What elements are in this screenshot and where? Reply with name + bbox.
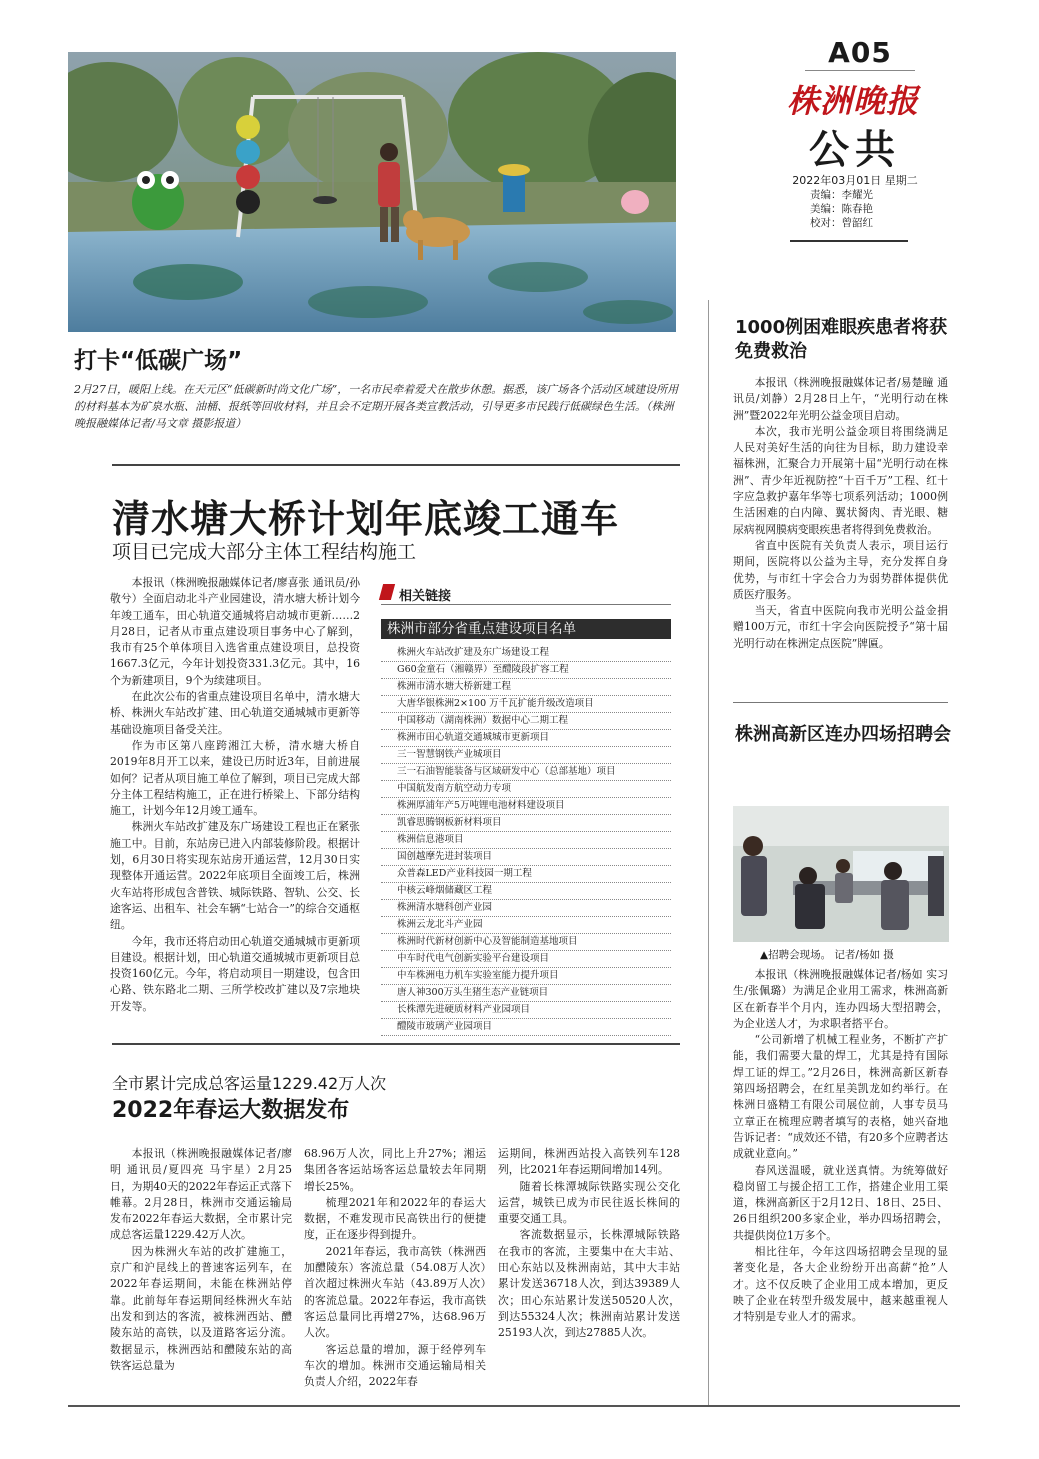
list-item: 国创越摩先进封装项目 — [381, 849, 671, 866]
paragraph: 本报讯（株洲晚报融媒体记者/廖明 通讯员/夏四亮 马宇星）2月25日，为期40天的2022年春运正式落下帷幕。2月28日，株洲市交通运输局发布2022年春运大数据，全市累计完成总客运量1229.42万人次。 — [110, 1147, 292, 1242]
paragraph: 客流数据显示，长株潭城际铁路在我市的客流，主要集中在大丰站、田心东站以及株洲南站，其中大丰站累计发送36718人次，到达39389人次；田心东站累计发送50520人次，到达55324人次；株洲南站累计发送25193人次，到达27885人次。 — [498, 1228, 680, 1340]
list-item: 中核云峰烟储藏区工程 — [381, 883, 671, 900]
paragraph: 本报讯（株洲晚报融媒体记者/易楚瞳 通讯员/刘静）2月28日上午，“光明行动在株洲”暨2022年光明公益金项目启动。 — [733, 376, 948, 422]
right-column-divider — [733, 702, 948, 703]
list-item: 中车株洲电力机车实验室能力提升项目 — [381, 968, 671, 985]
eye-story-headline: 1000例困难眼疾患者将获免费救治 — [735, 317, 948, 362]
list-item: 众普森LED产业科技园一期工程 — [381, 866, 671, 883]
list-item: 中国移动（湖南株洲）数据中心二期工程 — [381, 713, 671, 730]
list-item: 株洲市清水塘大桥新建工程 — [381, 679, 671, 696]
column-divider — [708, 300, 709, 1405]
photo-story-title: 打卡“低碳广场” — [74, 348, 243, 374]
list-item: G60金童石（湘赣界）至醴陵段扩容工程 — [381, 662, 671, 679]
list-item: 凯睿思腾钢板新材料项目 — [381, 815, 671, 832]
spring-story-column-1 — [110, 1146, 292, 1374]
job-fair-photo-caption: ▲招聘会现场。 记者/杨如 摄 — [760, 949, 894, 961]
paragraph: 本报讯（株洲晚报融媒体记者/廖喜张 通讯员/孙敬兮）全面启动北斗产业园建设，清水塘大桥计划今年竣工通车，田心轨道交通城将启动城市更新……2月28日，记者从市重点建设项目事务中心了解到，我市有25个单体项目入选省重点建设项目，总投资1667.3亿元，今年计划投资331.3亿元。其中，16个为新建项目，9个为续建项目。 — [110, 576, 360, 687]
list-item: 株洲清水塘科创产业园 — [381, 900, 671, 917]
section-divider — [112, 1043, 680, 1045]
main-subhead: 项目已完成大部分主体工程结构施工 — [112, 541, 417, 563]
designer-credit: 美编：陈春艳 — [810, 203, 873, 215]
paragraph: 作为市区第八座跨湘江大桥，清水塘大桥自2019年8月开工以来，建设已历时近3年，目前进展如何？记者从项目施工单位了解到，项目已完成大部分主体工程结构施工，正在进行桥梁上、下部分结构施工，计划今年12月竣工通车。 — [110, 738, 360, 818]
eye-story-body — [733, 375, 948, 652]
paragraph: 梳理2021年和2022年的春运大数据，不难发现市民高铁出行的便捷度，正在逐步得到提升。 — [304, 1195, 486, 1242]
paragraph: 随着长株潭城际铁路实现公交化运营，城铁已成为市民往返长株间的重要交通工具。 — [498, 1179, 680, 1226]
list-item: 株洲厚浦年产5万吨锂电池材料建设项目 — [381, 798, 671, 815]
list-item: 大唐华银株洲2×100 万千瓦扩能升级改造项目 — [381, 696, 671, 713]
paragraph: 今年，我市还将启动田心轨道交通城城市更新项目建设。根据计划，田心轨道交通城城市更新项目总投资160亿元。今年，将启动项目一期建设，包含田心路、铁东路北二期、三所学校改扩建以及7宗地块开发等。 — [110, 934, 360, 1013]
related-list-title: 株洲市部分省重点建设项目名单 — [381, 619, 671, 639]
paragraph: 当天，省直中医院向我市光明公益金捐赠100万元，市红十字会向医院授予“第十届光明行动在株洲定点医院”牌匾。 — [733, 604, 948, 650]
photo-story-caption: 2月27日，暖阳上线。在天元区“低碳新时尚文化广场”，一名市民牵着爱犬在散步休憩。据悉，该广场各个活动区域建设所用的材料基本为矿泉水瓶、油桶、报纸等回收材料，并且会不定期开展各类宣教活动，引导更多市民践行低碳绿色生活。（株洲晚报融媒体记者/马文章 摄影报道） — [74, 383, 679, 430]
paragraph: 运期间，株洲西站投入高铁列车128列，比2021年春运期间增加14列。 — [498, 1147, 680, 1177]
paper-name-logo: 株洲晚报 — [786, 82, 919, 120]
job-fair-photo — [733, 806, 949, 942]
paragraph: 68.96万人次，同比上升27%；湘运集团各客运站场客运总量较去年同期增长25%。 — [304, 1147, 486, 1193]
related-project-list — [381, 645, 671, 1036]
plaza-photo — [68, 52, 676, 332]
paragraph: 本报讯（株洲晚报融媒体记者/杨如 实习生/张佩璐）为满足企业用工需求，株洲高新区在新春半个月内，连办四场大型招聘会，为企业送人才，为求职者搭平台。 — [733, 968, 948, 1030]
spring-story-headline: 2022年春运大数据发布 — [112, 1098, 350, 1123]
paragraph: 省直中医院有关负责人表示，项目运行期间，医院将以公益为主导，充分发挥自身优势，与市红十字会合力为弱势群体提供优质医疗服务。 — [733, 538, 948, 601]
paragraph: “公司新增了机械工程业务，不断扩产扩能，我们需要大量的焊工，尤其是持有国际焊工证的焊工。”2月26日，株洲高新区新春第四场招聘会，在红星美凯龙如约举行。在株洲日盛精工有限公司展位前，人事专员马立章正在梳理应聘者填写的表格，她兴奋地告诉记者：“成效还不错，有20多个应聘者达成就业意向。” — [733, 1033, 948, 1161]
list-item: 株洲信息港项目 — [381, 832, 671, 849]
paragraph: 春风送温暖，就业送真情。为统筹做好稳岗留工与援企招工工作，搭建企业用工渠道，株洲高新区于2月12日、18日、25日、26日组织200多家企业，举办四场招聘会，共提供岗位1万多个。 — [733, 1163, 948, 1242]
spring-story-column-2 — [304, 1146, 486, 1390]
list-item: 长株潭先进硬质材料产业园项目 — [381, 1002, 671, 1019]
proofreader-credit: 校对：曾韶红 — [810, 217, 873, 229]
section-divider — [112, 464, 680, 466]
spring-story-kicker: 全市累计完成总客运量1229.42万人次 — [112, 1074, 387, 1093]
masthead-bottom-rule — [790, 240, 908, 242]
jobs-story-body — [733, 967, 948, 1326]
list-item: 三一智慧钢铁产业城项目 — [381, 747, 671, 764]
spring-story-column-3 — [498, 1146, 680, 1342]
page-number: A05 — [828, 36, 892, 69]
paragraph: 株洲火车站改扩建及东广场建设工程也正在紧张施工中。目前，东站房已进入内部装修阶段。根据计划，6月30日将实现东站房开通运营，12月30日实现整体开通运营。2022年底项目全面竣工后，株洲火车站将形成包含普铁、城际铁路、智轨、公交、长途客运、出租车、社会车辆“七站合一”的综合交通枢纽。 — [110, 820, 360, 932]
related-tag: 相关链接 — [399, 589, 452, 604]
masthead-divider — [805, 70, 915, 71]
list-item: 中车时代电气创新实验平台建设项目 — [381, 951, 671, 968]
paragraph: 相比往年，今年这四场招聘会呈现的显著变化是，各大企业纷纷开出高薪“抢”人才。这不仅反映了企业用工成本增加，更反映了企业在转型升级发展中，越来越重视人才特别是专业人才的需求。 — [733, 1245, 948, 1324]
paragraph: 客运总量的增加，源于经停列车车次的增加。株洲市交通运输局相关负责人介绍，2022年春 — [304, 1342, 486, 1389]
editor-credit: 责编：李耀光 — [810, 189, 873, 201]
paragraph: 2021年春运，我市高铁（株洲西加醴陵东）客流总量（54.08万人次）首次超过株洲火车站（43.89万人次）的客流总量。2022年春运，我市高铁客运总量同比再增27%，达68.96万人次。 — [304, 1244, 486, 1340]
section-name: 公共 — [809, 126, 901, 173]
list-item: 株洲火车站改扩建及东广场建设工程 — [381, 645, 671, 662]
main-headline: 清水塘大桥计划年底竣工通车 — [112, 497, 620, 541]
related-tag-rule — [381, 604, 671, 605]
paragraph: 本次，我市光明公益金项目将围绕满足人民对美好生活的向往为目标，助力建设幸福株洲，汇聚合力开展第十届“光明行动在株洲”、青少年近视防控“十百千万”工程、红十字应急救护嘉年华等七项系列活动；1000例生活困难的白内障、翼状胬肉、青光眼、糖尿病视网膜病变眼疾患者将得到免费救治。 — [733, 424, 948, 536]
list-item: 中国航发南方航空动力专项 — [381, 781, 671, 798]
paragraph: 因为株洲火车站的改扩建施工，京广和沪昆线上的普速客运列车，在2022年春运期间，未能在株洲站停靠。此前每年春运期间经株洲火车站出发和到达的客流，被株洲西站、醴陵东站的高铁，以及道路客运分流。数据显示，株洲西站和醴陵东站的高铁客运总量为 — [110, 1244, 292, 1372]
main-story-body — [110, 575, 360, 1015]
list-item: 株洲市田心轨道交通城城市更新项目 — [381, 730, 671, 747]
page-bottom-rule — [68, 1405, 960, 1407]
list-item: 唐人神300万头生猪生态产业链项目 — [381, 985, 671, 1002]
list-item: 三一石油智能装备与区域研发中心（总部基地）项目 — [381, 764, 671, 781]
jobs-story-headline: 株洲高新区连办四场招聘会 — [735, 724, 951, 745]
issue-date: 2022年03月01日 星期二 — [792, 174, 918, 187]
list-item: 株洲云龙北斗产业园 — [381, 917, 671, 934]
paragraph: 在此次公布的省重点建设项目名单中，清水塘大桥、株洲火车站改扩建、田心轨道交通城城市更新等基础设施项目备受关注。 — [110, 690, 360, 736]
list-item: 株洲时代新材创新中心及智能制造基地项目 — [381, 934, 671, 951]
list-item: 醴陵市玻璃产业园项目 — [381, 1019, 671, 1036]
